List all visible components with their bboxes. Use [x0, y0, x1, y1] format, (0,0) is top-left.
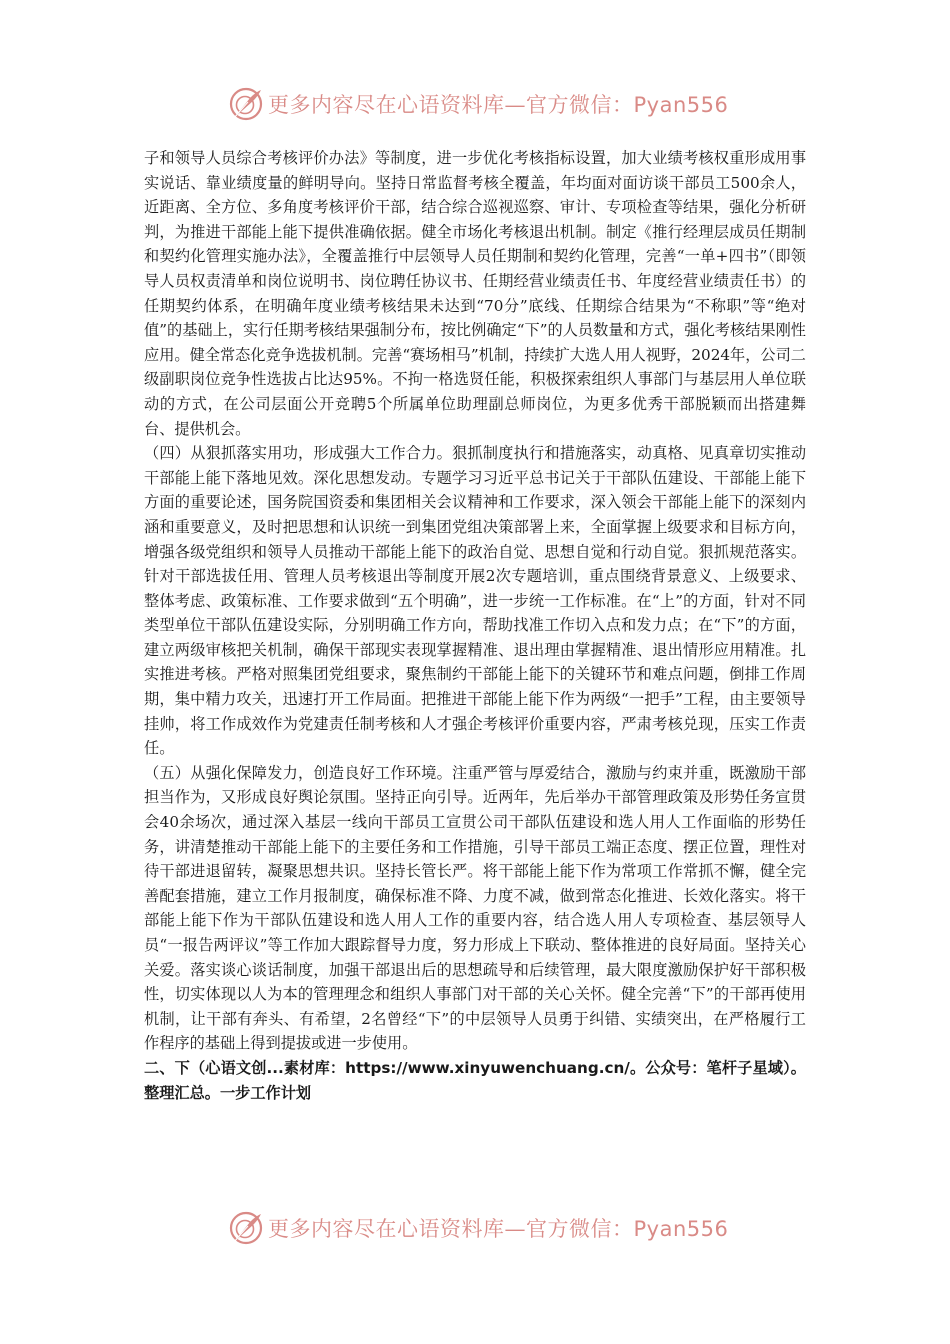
- paragraph-section-five: （五）从强化保障发力，创造良好工作环境。注重严管与厚爱结合，激励与约束并重，既激励干部担当作为，又形成良好舆论氛围。坚持正向引导。近两年，先后举办干部管理政策及形势任务宣贯会40余场次，通过深入基层一线向干部员工宣贯公司干部队伍建设和选人用人工作面临的形势任务，讲清楚推动干部能上能下的主要任务和工作措施，引导干部员工端正态度、摆正位置，理性对待干部进退留转，凝聚思想共识。坚持长管长严。将干部能上能下作为常项工作常抓不懈，健全完善配套措施，建立工作月报制度，确保标准不降、力度不减，做到常态化推进、长效化落实。将干部能上能下作为干部队伍建设和选人用人工作的重要内容，结合选人用人专项检查、基层领导人员“一报告两评议”等工作加大跟踪督导力度，努力形成上下联动、整体推进的良好局面。坚持关心关爱。落实谈心谈话制度，加强干部退出后的思想疏导和后续管理，最大限度激励保护好干部积极性，切实体现以人为本的管理理念和组织人事部门对干部的关心关怀。健全完善“下”的干部再使用机制，让干部有奔头、有希望，2名曾经“下”的中层领导人员勇于纠错、实绩突出，在严格履行工作程序的基础上得到提拔或进一步使用。: [144, 763, 806, 1053]
- quill-logo-icon: [228, 1210, 264, 1246]
- watermark-text: [268, 1213, 728, 1243]
- watermark-caption: 更多内容尽在心语资料库—官方微信：: [268, 93, 634, 117]
- paragraph-assessment: 子和领导人员综合考核评价办法》等制度，进一步优化考核指标设置，加大业绩考核权重形成用事实说话、靠业绩度量的鲜明导向。坚持日常监督考核全覆盖，年均面对面访谈干部员工500余人，近距离、全方位、多角度考核评价干部，结合综合巡视巡察、审计、专项检查等结果，强化分析研判，为推进干部能上能下提供准确依据。健全市场化考核退出机制。制定《推行经理层成员任期制和契约化管理实施办法》，全覆盖推行中层领导人员任期制和契约化管理，完善“一单+四书”（即领导人员权责清单和岗位说明书、岗位聘任协议书、任期经营业绩责任书、年度经营业绩责任书）的任期契约体系，在明确年度业绩考核结果未达到“70分”底线、任期综合结果为“不称职”等“绝对值”的基础上，实行任期考核结果强制分布，按比例确定“下”的人员数量和方式，强化考核结果刚性应用。健全常态化竞争选拔机制。完善“赛场相马”机制，持续扩大选人用人视野，2024年，公司二级副职岗位竞争性选拔占比达95%。不拘一格选贤任能，积极探索组织人事部门与基层用人单位联动的方式，在公司层面公开竞聘5个所属单位助理副总师岗位，为更多优秀干部脱颖而出搭建舞台、提供机会。: [144, 149, 806, 438]
- watermark-banner-bottom: [228, 1208, 728, 1248]
- quill-logo-icon: [228, 86, 264, 122]
- watermark-wechat-id: Pyan556: [633, 1217, 729, 1241]
- section-heading-two: 二、下（心语文创...素材库：https://www.xinyuwenchuang.cn/。公众号：笔杆子星域）。整理汇总。一步工作计划: [144, 1058, 806, 1102]
- watermark-wechat-id: Pyan556: [633, 93, 729, 117]
- paragraph-section-four: （四）从狠抓落实用功，形成强大工作合力。狠抓制度执行和措施落实，动真格、见真章切实推动干部能上能下落地见效。深化思想发动。专题学习习近平总书记关于干部队伍建设、干部能上能下方面的重要论述，国务院国资委和集团相关会议精神和工作要求，深入领会干部能上能下的深刻内涵和重要意义，及时把思想和认识统一到集团党组决策部署上来，全面掌握上级要求和目标方向，增强各级党组织和领导人员推动干部能上能下的政治自觉、思想自觉和行动自觉。狠抓规范落实。针对干部选拔任用、管理人员考核退出等制度开展2次专题培训，重点围绕背景意义、上级要求、整体考虑、政策标准、工作要求做到“五个明确”，进一步统一工作标准。在“上”的方面，针对不同类型单位干部队伍建设实际，分别明确工作方向，帮助找准工作切入点和发力点；在“下”的方面，建立两级审核把关机制，确保干部现实表现掌握精准、退出理由掌握精准、退出情形应用精准。扎实推进考核。严格对照集团党组要求，聚焦制约干部能上能下的关键环节和难点问题，倒排工作周期，集中精力攻关，迅速打开工作局面。把推进干部能上能下作为两级“一把手”工程，由主要领导挂帅，将工作成效作为党建责任制考核和人才强企考核评价重要内容，严肃考核兑现，压实工作责任。: [144, 444, 806, 758]
- watermark-banner-top: [228, 84, 728, 124]
- watermark-caption: 更多内容尽在心语资料库—官方微信：: [268, 1217, 634, 1241]
- watermark-text: [268, 89, 728, 119]
- document-body: [144, 146, 806, 1105]
